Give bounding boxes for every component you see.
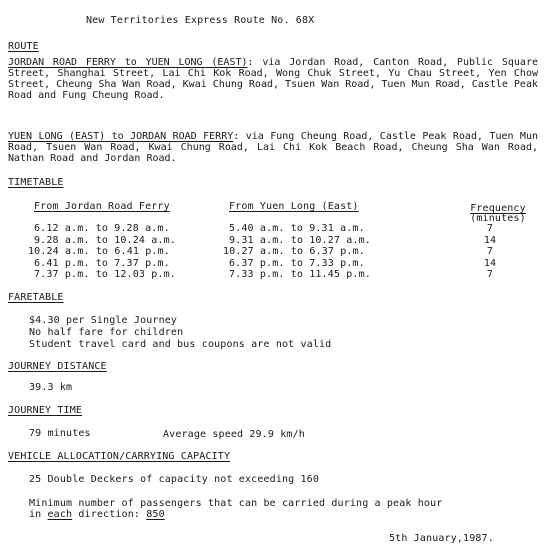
vehicle-line-3 [29,509,165,520]
journey-time-heading: JOURNEY TIME [8,405,83,416]
faretable-heading: FARETABLE [8,292,64,303]
journey-time-value: 79 minutes [29,428,91,439]
row-2-jordan: 9.28 a.m. to 10.24 a.m. [34,235,176,246]
document-title: New Territories Express Route No. 68X [86,15,315,26]
row-5-yuen: 7.33 p.m. to 11.45 p.m. [229,269,371,280]
vehicle-line-3-each: each [47,509,73,520]
route-leg-1-text: : via Jordan Road, Canton Road, Public Square Street, Shanghai Street, Lai Chi Kok Road, Wong Chuk Street, Yu Chau Street, Yen Chow Street, Cheung Sha Wan Road, Kwai Chung Road, Tsuen Wan Road, Tuen Mun Road, Castle Peak Road and Fung Cheung Road. [8,57,538,101]
row-3-jordan: 10.24 a.m. to 6.41 p.m. [28,246,170,257]
route-leg-2-label: YUEN LONG (EAST) to JORDAN ROAD FERRY [8,131,234,142]
col-header-from-yuen: From Yuen Long (East) [229,201,359,212]
vehicle-line-3-prefix: in [29,509,48,520]
vehicle-heading: VEHICLE ALLOCATION/CARRYING CAPACITY [8,451,231,462]
vehicle-line-2: Minimum number of passengers that can be carried during a peak hour [29,498,443,509]
peak-hour-capacity-value: 850 [146,509,165,520]
journey-distance-heading: JOURNEY DISTANCE [8,361,107,372]
row-1-yuen: 5.40 a.m. to 9.31 a.m. [229,223,365,234]
col-header-frequency: Frequency [470,203,526,214]
row-5-jordan: 7.37 p.m. to 12.03 p.m. [34,269,176,280]
journey-distance-value: 39.3 km [29,382,73,393]
fare-line-3: Student travel card and bus coupons are not valid [29,339,332,350]
route-leg-2-text: : via Fung Cheung Road, Castle Peak Road, Tuen Mun Road, Tsuen Wan Road, Kwai Chung Road, Lai Chi Kok Beach Road, Cheung Sha Wan Road, Nathan Road and Jordan Road. [8,131,538,164]
route-heading: ROUTE [8,41,39,52]
row-1-frequency: 7 [486,223,494,234]
row-1-jordan: 6.12 a.m. to 9.28 a.m. [34,223,170,234]
row-5-frequency: 7 [486,269,494,280]
row-2-yuen: 9.31 a.m. to 10.27 a.m. [229,235,371,246]
timetable-heading: TIMETABLE [8,177,64,188]
row-2-frequency: 14 [483,235,497,246]
fare-line-1: $4.30 per Single Journey [29,315,178,326]
row-4-frequency: 14 [483,258,497,269]
fare-line-2: No half fare for children [29,327,184,338]
route-leg-1 [8,57,538,101]
vehicle-line-3-middle: direction: [72,509,147,520]
route-leg-2 [8,131,538,164]
row-3-frequency: 7 [486,246,494,257]
route-leg-1-label: JORDAN ROAD FERRY to YUEN LONG (EAST) [8,57,248,68]
row-3-yuen: 10.27 a.m. to 6.37 p.m. [223,246,365,257]
row-4-yuen: 6.37 p.m. to 7.33 p.m. [229,258,365,269]
col-header-frequency-unit: (minutes) [470,213,526,224]
vehicle-line-1: 25 Double Deckers of capacity not exceeding 160 [29,474,320,485]
document-date: 5th January,1987. [389,533,494,544]
col-header-from-jordan: From Jordan Road Ferry [34,201,170,212]
row-4-jordan: 6.41 p.m. to 7.37 p.m. [34,258,170,269]
average-speed: Average speed 29.9 km/h [163,429,305,440]
